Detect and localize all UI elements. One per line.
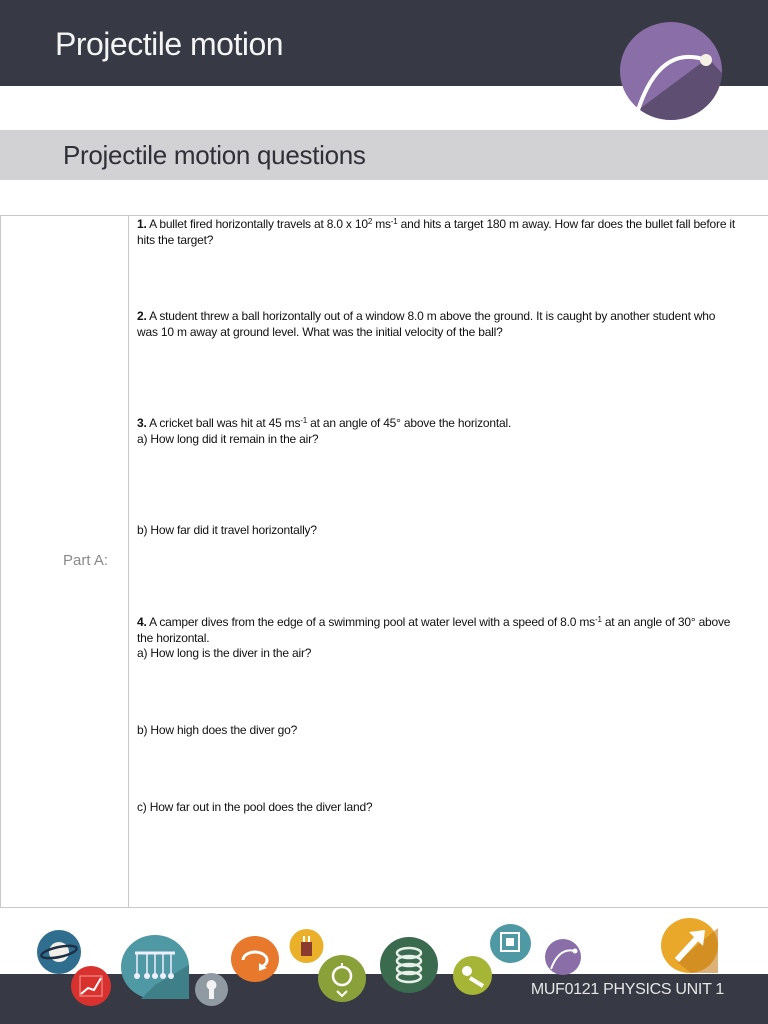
question-3-part-b: b) How far did it travel horizontally? <box>137 523 317 537</box>
question-number: 3. <box>137 416 147 430</box>
table-top-border <box>0 215 768 216</box>
superscript: -1 <box>300 416 307 425</box>
circuit-board-icon <box>490 924 531 963</box>
projectile-arc-icon <box>545 939 581 975</box>
question-text: A cricket ball was hit at 45 ms <box>146 416 301 430</box>
footer-course-label: MUF0121 PHYSICS UNIT 1 <box>530 981 724 998</box>
lightbulb-icon <box>195 973 228 1006</box>
question-2 <box>137 309 737 340</box>
superscript: -1 <box>390 217 398 226</box>
question-part-a: a) How long is the diver in the air? <box>137 646 312 660</box>
question-4-part-c: c) How far out in the pool does the diver land? <box>137 800 373 814</box>
question-text: and hits a target 180 m away. How far does the bullet fall before it hits the target? <box>137 217 736 247</box>
question-text: A bullet fired horizontally travels at 8.0 x 10 <box>146 217 368 231</box>
question-text: at an angle of 45° above the horizontal. <box>307 416 512 430</box>
section-title: Projectile motion questions <box>63 140 366 170</box>
rotation-icon <box>231 936 279 982</box>
spring-coil-icon <box>380 937 438 993</box>
question-number: 2. <box>137 309 147 323</box>
projectile-arc-icon <box>620 22 722 120</box>
question-3 <box>137 416 737 447</box>
arrow-up-right-icon <box>661 918 718 973</box>
question-text: at an angle of 30° above the horizontal. <box>137 615 731 645</box>
graph-chart-icon <box>71 966 111 1006</box>
newtons-cradle-icon <box>121 935 189 999</box>
question-text: A camper dives from the edge of a swimming pool at water level with a speed of 8.0 ms <box>146 615 595 629</box>
falling-apple-icon <box>318 955 366 1002</box>
question-text: A student threw a ball horizontally out of a window 8.0 m above the ground. It is caught by another student who was 10 m away at ground level. What was the initial velocity of the ball? <box>137 309 716 339</box>
question-number: 4. <box>137 615 147 629</box>
question-1 <box>137 217 737 248</box>
question-text: ms <box>372 217 391 231</box>
part-label: Part A: <box>63 552 109 569</box>
page-title: Projectile motion <box>55 26 284 62</box>
superscript: 2 <box>367 217 373 226</box>
table-column-divider <box>128 215 129 908</box>
sun-solar-icon <box>453 956 492 995</box>
section-banner <box>0 130 768 180</box>
question-4 <box>137 615 737 662</box>
question-number: 1. <box>137 217 147 231</box>
question-4-part-b: b) How high does the diver go? <box>137 723 298 737</box>
superscript: -1 <box>594 615 602 624</box>
question-part-a: a) How long did it remain in the air? <box>137 431 319 446</box>
table-left-border <box>0 215 1 908</box>
footer-icon-strip <box>0 905 768 1024</box>
